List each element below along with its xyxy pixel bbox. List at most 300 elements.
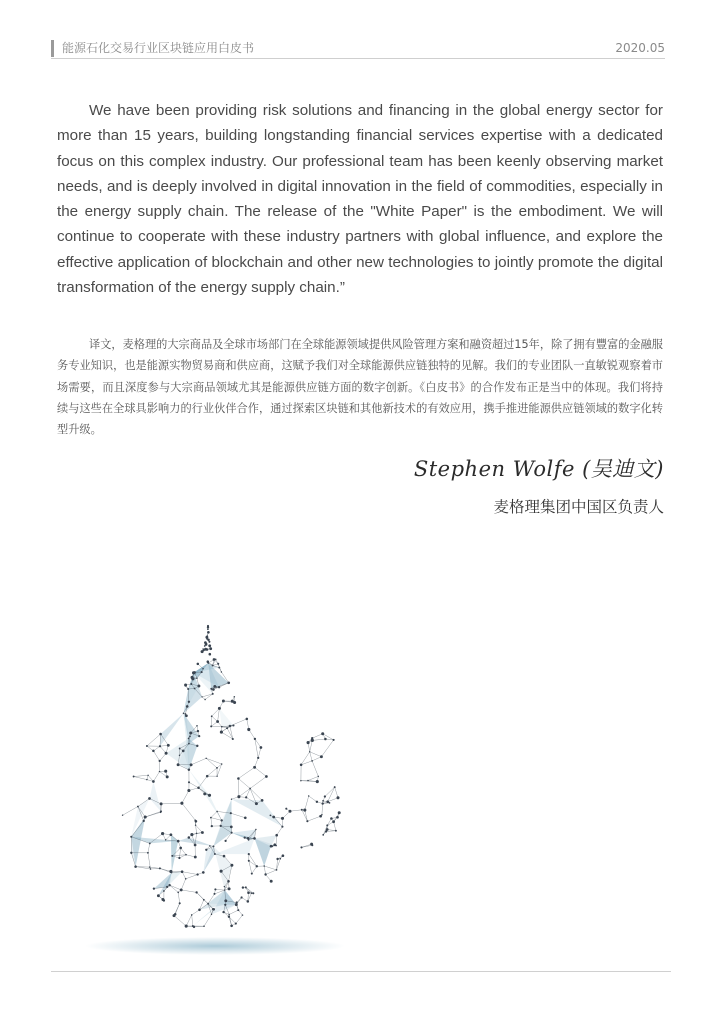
drop-edge	[179, 848, 180, 858]
drop-edge	[326, 831, 336, 832]
drop-node	[212, 908, 215, 911]
drop-node	[271, 845, 273, 847]
drop-edge	[325, 787, 335, 796]
drop-edge	[211, 818, 222, 821]
drop-edge	[264, 866, 265, 875]
drop-edge	[247, 719, 249, 730]
drop-edge	[192, 910, 200, 915]
drop-node	[209, 647, 212, 650]
drop-node	[201, 671, 203, 673]
drop-node	[235, 903, 238, 906]
drop-node	[230, 826, 233, 829]
drop-facet	[213, 799, 231, 846]
drop-node	[188, 781, 190, 783]
drop-node	[218, 667, 220, 669]
drop-edge	[186, 915, 192, 926]
drop-edge	[312, 761, 318, 777]
drop-node	[247, 837, 250, 840]
drop-node	[190, 763, 193, 766]
drop-node	[181, 870, 184, 873]
drop-node	[188, 836, 191, 839]
drop-node	[188, 701, 190, 703]
drop-node	[197, 730, 199, 732]
drop-node	[319, 815, 322, 818]
drop-edge	[182, 791, 189, 804]
drop-node	[218, 686, 220, 688]
drop-node	[171, 855, 173, 857]
drop-node	[149, 866, 150, 867]
drop-shadow	[85, 937, 345, 955]
drop-node	[194, 844, 197, 847]
drop-edge	[134, 777, 147, 780]
drop-node	[185, 714, 188, 717]
drop-node	[161, 832, 164, 835]
drop-node	[276, 858, 278, 860]
drop-node	[213, 685, 216, 688]
drop-node	[204, 648, 207, 651]
drop-node	[212, 693, 214, 695]
drop-node	[149, 842, 151, 844]
drop-node	[196, 873, 198, 875]
drop-node	[307, 741, 310, 744]
drop-facet	[219, 708, 233, 726]
drop-node	[194, 688, 196, 690]
drop-node	[228, 916, 230, 918]
drop-node	[242, 914, 243, 915]
drop-nodes	[122, 625, 341, 928]
drop-node	[146, 779, 147, 780]
drop-node	[212, 688, 215, 691]
drop-node	[224, 840, 226, 842]
drop-edge	[301, 761, 312, 765]
drop-node	[311, 760, 313, 762]
drop-edge	[231, 813, 246, 818]
drop-node	[185, 878, 187, 880]
drop-node	[206, 775, 209, 778]
drop-node	[322, 802, 324, 804]
drop-edge	[202, 694, 213, 697]
drop-edge	[301, 752, 310, 765]
drop-node	[220, 731, 223, 734]
drop-node	[309, 751, 310, 752]
drop-node	[159, 733, 162, 736]
drop-node	[216, 720, 219, 723]
drop-edge	[258, 748, 261, 758]
drop-node	[247, 728, 250, 731]
drop-edge	[238, 779, 239, 797]
drop-node	[133, 776, 135, 778]
drop-node	[197, 663, 200, 666]
drop-node	[179, 755, 180, 756]
drop-node	[165, 839, 166, 840]
drop-node	[211, 715, 213, 717]
drop-node	[232, 724, 234, 726]
drop-node	[191, 677, 194, 680]
drop-node	[208, 644, 211, 647]
drop-node	[188, 743, 190, 745]
drop-node	[164, 770, 167, 773]
drop-edge	[290, 810, 302, 811]
drop-node	[187, 688, 189, 690]
drop-node	[143, 820, 145, 822]
drop-node	[221, 763, 223, 765]
drop-node	[213, 893, 215, 895]
drop-node	[196, 725, 198, 727]
drop-node	[254, 738, 256, 740]
drop-node	[177, 763, 180, 766]
drop-node	[237, 795, 240, 798]
drop-node	[253, 766, 256, 769]
drop-node	[330, 817, 333, 820]
drop-node	[201, 831, 204, 834]
drop-node	[216, 775, 217, 776]
drop-edge	[206, 758, 217, 768]
drop-node	[228, 887, 231, 890]
drop-node	[236, 901, 238, 903]
drop-edge	[151, 868, 160, 869]
drop-node	[318, 776, 319, 777]
drop-node	[231, 799, 232, 800]
drop-node	[147, 852, 149, 854]
drop-node	[208, 641, 210, 643]
drop-edge	[238, 767, 254, 778]
drop-edge	[211, 818, 212, 827]
drop-edge	[206, 758, 222, 764]
drop-node	[204, 641, 207, 644]
drop-edge	[305, 796, 309, 810]
drop-node	[247, 900, 250, 903]
drop-node	[183, 713, 185, 715]
drop-edge	[145, 812, 160, 817]
drop-node	[190, 833, 193, 836]
drop-node	[311, 844, 313, 846]
drop-node	[233, 701, 236, 704]
drop-edge	[312, 739, 325, 740]
drop-node	[329, 802, 331, 804]
drop-edge	[283, 811, 291, 818]
drop-node	[177, 892, 179, 894]
drop-node	[257, 757, 259, 759]
drop-node	[166, 886, 168, 888]
drop-node	[160, 802, 163, 805]
drop-edge	[196, 825, 203, 832]
drop-node	[207, 628, 209, 630]
drop-node	[237, 909, 239, 911]
drop-node	[152, 780, 155, 783]
drop-edge	[312, 734, 323, 739]
drop-facet	[160, 713, 183, 746]
drop-node	[185, 713, 187, 715]
drop-node	[204, 645, 206, 647]
drop-node	[161, 898, 164, 901]
drop-node	[245, 796, 247, 798]
drop-node	[244, 837, 246, 839]
drop-node	[221, 671, 222, 672]
drop-edge	[266, 870, 277, 875]
drop-node	[196, 833, 197, 834]
drop-node	[210, 725, 212, 727]
drop-node	[226, 727, 228, 729]
drop-node	[180, 802, 183, 805]
drop-node	[224, 886, 225, 887]
drop-node	[332, 820, 335, 823]
drop-node	[212, 664, 214, 666]
drop-node	[227, 681, 230, 684]
drop-node	[213, 845, 215, 847]
drop-edge	[212, 708, 220, 716]
drop-node	[196, 745, 198, 747]
drop-edge	[238, 779, 250, 789]
drop-node	[220, 819, 222, 821]
drop-node	[179, 902, 181, 904]
drop-node	[230, 864, 233, 867]
drop-edge	[186, 875, 198, 879]
drop-edge	[255, 758, 259, 767]
drop-node	[248, 853, 250, 855]
drop-node	[166, 775, 169, 778]
drop-node	[211, 825, 213, 827]
drop-node	[207, 660, 210, 663]
drop-node	[220, 870, 223, 873]
page-header	[51, 40, 665, 59]
drop-edge	[153, 751, 159, 761]
drop-edge	[310, 740, 313, 751]
drop-edge	[161, 803, 182, 804]
drop-node	[300, 764, 303, 767]
drop-node	[198, 909, 201, 912]
drop-node	[203, 899, 205, 901]
drop-edge	[170, 885, 179, 892]
drop-edge	[264, 866, 276, 870]
drop-node	[338, 811, 341, 814]
drop-edge	[276, 835, 277, 845]
drop-edge	[174, 916, 186, 927]
drop-edge	[250, 789, 262, 801]
drop-node	[245, 886, 247, 888]
drop-node	[209, 653, 212, 656]
drop-node	[168, 884, 170, 886]
drop-edge	[134, 775, 149, 776]
drop-edge	[205, 694, 213, 700]
drop-node	[197, 685, 200, 688]
drop-node	[227, 880, 230, 883]
drop-node	[247, 891, 250, 894]
drop-node	[316, 801, 318, 803]
drop-edge	[236, 915, 243, 924]
drop-edge	[309, 796, 317, 802]
drop-node	[208, 795, 210, 797]
drop-node	[194, 819, 196, 821]
drop-node	[147, 775, 148, 776]
drop-node	[230, 924, 233, 927]
drop-edge	[250, 777, 266, 789]
drop-node	[300, 846, 302, 848]
drop-edge	[230, 726, 233, 739]
drop-node	[178, 857, 180, 859]
drop-node	[221, 726, 223, 728]
drop-node	[217, 663, 219, 665]
english-quote-paragraph: We have been providing risk solutions and financing in the global energy sector for more than 15 years, building longstanding financial services expertise with a dedicated focus on this complex industry. Our professional team has been keenly observing market needs, and is deeply involved in digital innovation in the field of commodities, especially in the energy supply chain. The release of the "White Paper" is the embodiment. We will continue to cooperate with these industry partners with global influence, and explore the effective application of blockchain and other new technologies to jointly promote the digital transformation of the energy supply chain.”	[57, 102, 663, 297]
drop-node	[333, 739, 335, 741]
drop-node	[255, 802, 258, 805]
drop-node	[216, 811, 218, 813]
drop-node	[230, 812, 232, 814]
drop-node	[222, 700, 225, 703]
drop-edge	[182, 872, 198, 875]
drop-node	[163, 890, 165, 892]
drop-edge	[191, 758, 206, 765]
drop-edge	[252, 866, 257, 873]
drop-node	[146, 745, 148, 747]
drop-node	[244, 816, 247, 819]
drop-node	[285, 808, 287, 810]
drop-node	[216, 767, 218, 769]
drop-node	[159, 760, 161, 762]
header-title: 能源石化交易行业区块链应用白皮书	[62, 41, 255, 55]
drop-facet	[150, 781, 161, 811]
drop-edge	[307, 816, 320, 821]
drop-node	[198, 735, 200, 737]
drop-edge	[160, 868, 171, 871]
drop-node	[220, 825, 222, 827]
drop-node	[202, 668, 203, 669]
drop-node	[185, 925, 188, 928]
drop-node	[248, 860, 250, 862]
drop-node	[334, 786, 336, 788]
drop-node	[201, 696, 202, 697]
drop-node	[326, 800, 329, 803]
drop-node	[232, 738, 234, 740]
drop-node	[206, 635, 208, 637]
drop-node	[336, 816, 339, 819]
drop-node	[187, 789, 190, 792]
drop-node	[325, 830, 327, 832]
drop-node	[144, 815, 147, 818]
drop-node	[150, 868, 152, 870]
drop-node	[205, 758, 206, 759]
drop-edge	[211, 811, 217, 817]
drop-node	[203, 792, 206, 795]
drop-node	[251, 892, 253, 894]
drop-node	[255, 829, 256, 830]
drop-node	[170, 833, 173, 836]
drop-node	[179, 847, 182, 850]
drop-node	[253, 837, 256, 840]
drop-node	[282, 854, 285, 857]
drop-node	[281, 817, 284, 820]
drop-edge	[197, 892, 209, 903]
drop-node	[264, 873, 266, 875]
drop-node	[223, 855, 226, 858]
drop-node	[177, 840, 180, 843]
drop-node	[215, 658, 217, 660]
drop-node	[189, 732, 192, 735]
drop-node	[289, 810, 292, 813]
drop-node	[228, 914, 229, 915]
drop-edge	[150, 867, 160, 868]
drop-edge	[249, 730, 255, 739]
drop-edge	[215, 889, 224, 890]
drop-node	[152, 750, 155, 753]
drop-node	[214, 853, 216, 855]
drop-node	[137, 806, 139, 808]
drop-node	[322, 834, 324, 836]
drop-node	[300, 780, 301, 781]
drop-node	[202, 871, 205, 874]
drop-edge	[335, 787, 338, 798]
drop-node	[224, 904, 226, 906]
drop-node	[201, 650, 204, 653]
network-water-drop-icon	[80, 608, 380, 958]
drop-node	[191, 914, 193, 916]
drop-node	[265, 775, 268, 778]
drop-node	[209, 845, 211, 847]
drop-edge	[192, 915, 193, 926]
drop-node	[197, 787, 200, 790]
drop-node	[188, 769, 190, 771]
drop-node	[179, 748, 181, 750]
drop-edge	[181, 879, 186, 890]
drop-node	[157, 894, 160, 897]
drop-node	[322, 800, 324, 802]
drop-node	[224, 889, 225, 890]
drop-edge	[181, 890, 196, 893]
drop-edge	[199, 776, 208, 788]
drop-node	[275, 834, 278, 837]
drop-node	[222, 911, 224, 913]
footer-divider	[51, 971, 671, 972]
drop-node	[261, 799, 264, 802]
drop-node	[324, 738, 327, 741]
signature-title: 麦格理集团中国区负责人	[493, 498, 664, 516]
drop-node	[276, 869, 278, 871]
drop-edge	[312, 757, 321, 761]
drop-edge	[178, 892, 180, 903]
drop-node	[231, 832, 233, 834]
drop-edge	[230, 719, 247, 726]
drop-node	[159, 867, 161, 869]
drop-node	[195, 891, 197, 893]
drop-edge	[249, 854, 257, 866]
drop-node	[207, 903, 209, 905]
drop-node	[159, 771, 160, 772]
drop-node	[190, 683, 192, 685]
drop-node	[324, 795, 326, 797]
drop-edge	[189, 782, 199, 788]
drop-node	[188, 738, 190, 740]
drop-edge	[123, 807, 138, 816]
drop-node	[335, 830, 337, 832]
drop-node	[203, 925, 205, 927]
drop-edge	[277, 827, 283, 836]
drop-node	[321, 732, 324, 735]
drop-node	[206, 638, 208, 640]
chinese-translation-paragraph: 译文，麦格理的大宗商品及全球市场部门在全球能源领域提供风险管理方案和融资超过15年，除了拥有豐富的金融服务专业知识，也是能源实物贸易商和供应商，这赋予我们对全球能源供应链独特的见解。我们的专业团队一直敏锐观察着市场需要，而且深度参与大宗商品领域尤其是能源供应链方面的数字创新。《白皮书》的合作发布正是当中的体现。我们将持续与这些在全球具影响力的行业伙伴合作，通过探索区块链和其他新技术的有效应用，携手推进能源供应链领域的数字化转型升级。	[57, 338, 663, 437]
drop-edge	[217, 811, 222, 820]
drop-node	[194, 856, 197, 859]
drop-node	[242, 886, 244, 888]
drop-node	[249, 788, 251, 790]
drop-node	[301, 809, 303, 811]
drop-node	[180, 888, 183, 891]
drop-facet	[208, 663, 228, 689]
drop-node	[303, 809, 306, 812]
drop-node	[306, 820, 308, 822]
drop-node	[130, 836, 132, 838]
signature-name: Stephen Wolfe (吴迪文)	[413, 457, 664, 481]
drop-edge	[170, 885, 182, 890]
drop-node	[218, 707, 221, 710]
